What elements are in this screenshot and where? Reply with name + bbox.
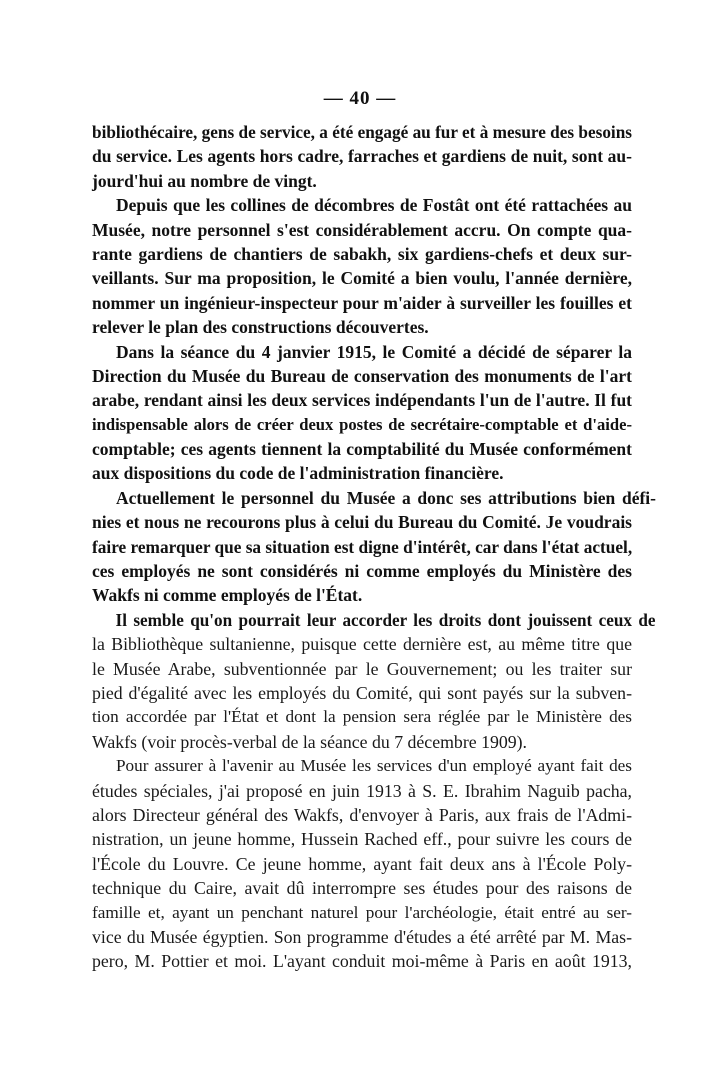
text-line: Pour assurer à l'avenir au Musée les services d'un employé ayant fait des xyxy=(116,756,632,776)
text-line: tion accordée par l'État et dont la pension sera réglée par le Ministère des xyxy=(92,707,632,727)
text-line: Dans la séance du 4 janvier 1915, le Comité a décidé de séparer la xyxy=(116,341,632,362)
text-line: vice du Musée égyptien. Son programme d'études a été arrêté par M. Mas- xyxy=(92,926,632,947)
text-line: rante gardiens de chantiers de sabakh, six gardiens-chefs et deux sur- xyxy=(92,243,632,264)
text-line: technique du Caire, avait dû interrompre ses études pour des raisons de xyxy=(92,878,632,899)
text-line: faire remarquer que sa situation est digne d'intérêt, car dans l'état actuel, xyxy=(92,536,633,557)
text-line: Actuellement le personnel du Musée a donc ses attributions bien défi- xyxy=(115,487,656,508)
text-line: bibliothécaire, gens de service, a été engagé au fur et à mesure des besoins xyxy=(92,122,632,142)
text-line: Musée, notre personnel s'est considérablement accru. On compte qua- xyxy=(92,219,632,240)
text-line: nies et nous ne recourons plus à celui du Bureau du Comité. Je voudrais xyxy=(92,512,632,533)
body-text xyxy=(92,120,656,974)
regular-text-section xyxy=(92,632,632,973)
text-line: Il semble qu'on pourrait leur accorder les droits dont jouissent ceux de xyxy=(115,609,656,630)
text-line: jourd'hui au nombre de vingt. xyxy=(92,170,317,191)
text-line: du service. Les agents hors cadre, farraches et gardiens de nuit, sont au- xyxy=(92,146,632,167)
text-line: études spéciales, j'ai proposé en juin 1913 à S. E. Ibrahim Naguib pacha, xyxy=(92,780,632,801)
text-line: veillants. Sur ma proposition, le Comité a bien voulu, l'année dernière, xyxy=(92,268,632,289)
text-line: pero, M. Pottier et moi. L'ayant conduit moi-même à Paris en août 1913, xyxy=(92,951,632,972)
text-line: Wakfs ni comme employés de l'État. xyxy=(92,585,363,606)
text-line: nistration, un jeune homme, Hussein Rached eff., pour suivre les cours de xyxy=(92,829,632,850)
text-line: ces employés ne sont considérés ni comme employés du Ministère des xyxy=(92,561,632,582)
text-line: pied d'égalité avec les employés du Comité, qui sont payés sur la subven- xyxy=(92,682,632,703)
text-line: le Musée Arabe, subventionnée par le Gouvernement; ou les traiter sur xyxy=(92,658,632,679)
text-line: aux dispositions du code de l'administration financière. xyxy=(92,463,504,484)
text-line: Direction du Musée du Bureau de conservation des monuments de l'art xyxy=(92,365,632,386)
text-line: l'École du Louvre. Ce jeune homme, ayant fait deux ans à l'École Poly- xyxy=(92,853,632,874)
text-line: la Bibliothèque sultanienne, puisque cette dernière est, au même titre que xyxy=(92,634,632,655)
page-number: — 40 — xyxy=(323,88,397,109)
bold-text-section xyxy=(92,120,656,632)
text-line: Depuis que les collines de décombres de Fostât ont été rattachées au xyxy=(116,195,632,216)
text-line: alors Directeur général des Wakfs, d'envoyer à Paris, aux frais de l'Admi- xyxy=(92,804,632,825)
text-line: nommer un ingénieur-inspecteur pour m'aider à surveiller les fouilles et xyxy=(92,292,632,313)
text-line: indispensable alors de créer deux postes de secrétaire-comptable et d'aide- xyxy=(92,414,632,434)
text-line: comptable; ces agents tiennent la comptabilité du Musée conformément xyxy=(92,439,632,460)
text-line: relever le plan des constructions découvertes. xyxy=(92,317,429,338)
text-line: Wakfs (voir procès-verbal de la séance du 7 décembre 1909). xyxy=(92,731,528,752)
text-line: arabe, rendant ainsi les deux services indépendants l'un de l'autre. Il fut xyxy=(92,390,632,411)
text-line: famille et, ayant un penchant naturel pour l'archéologie, était entré au ser- xyxy=(92,902,632,922)
